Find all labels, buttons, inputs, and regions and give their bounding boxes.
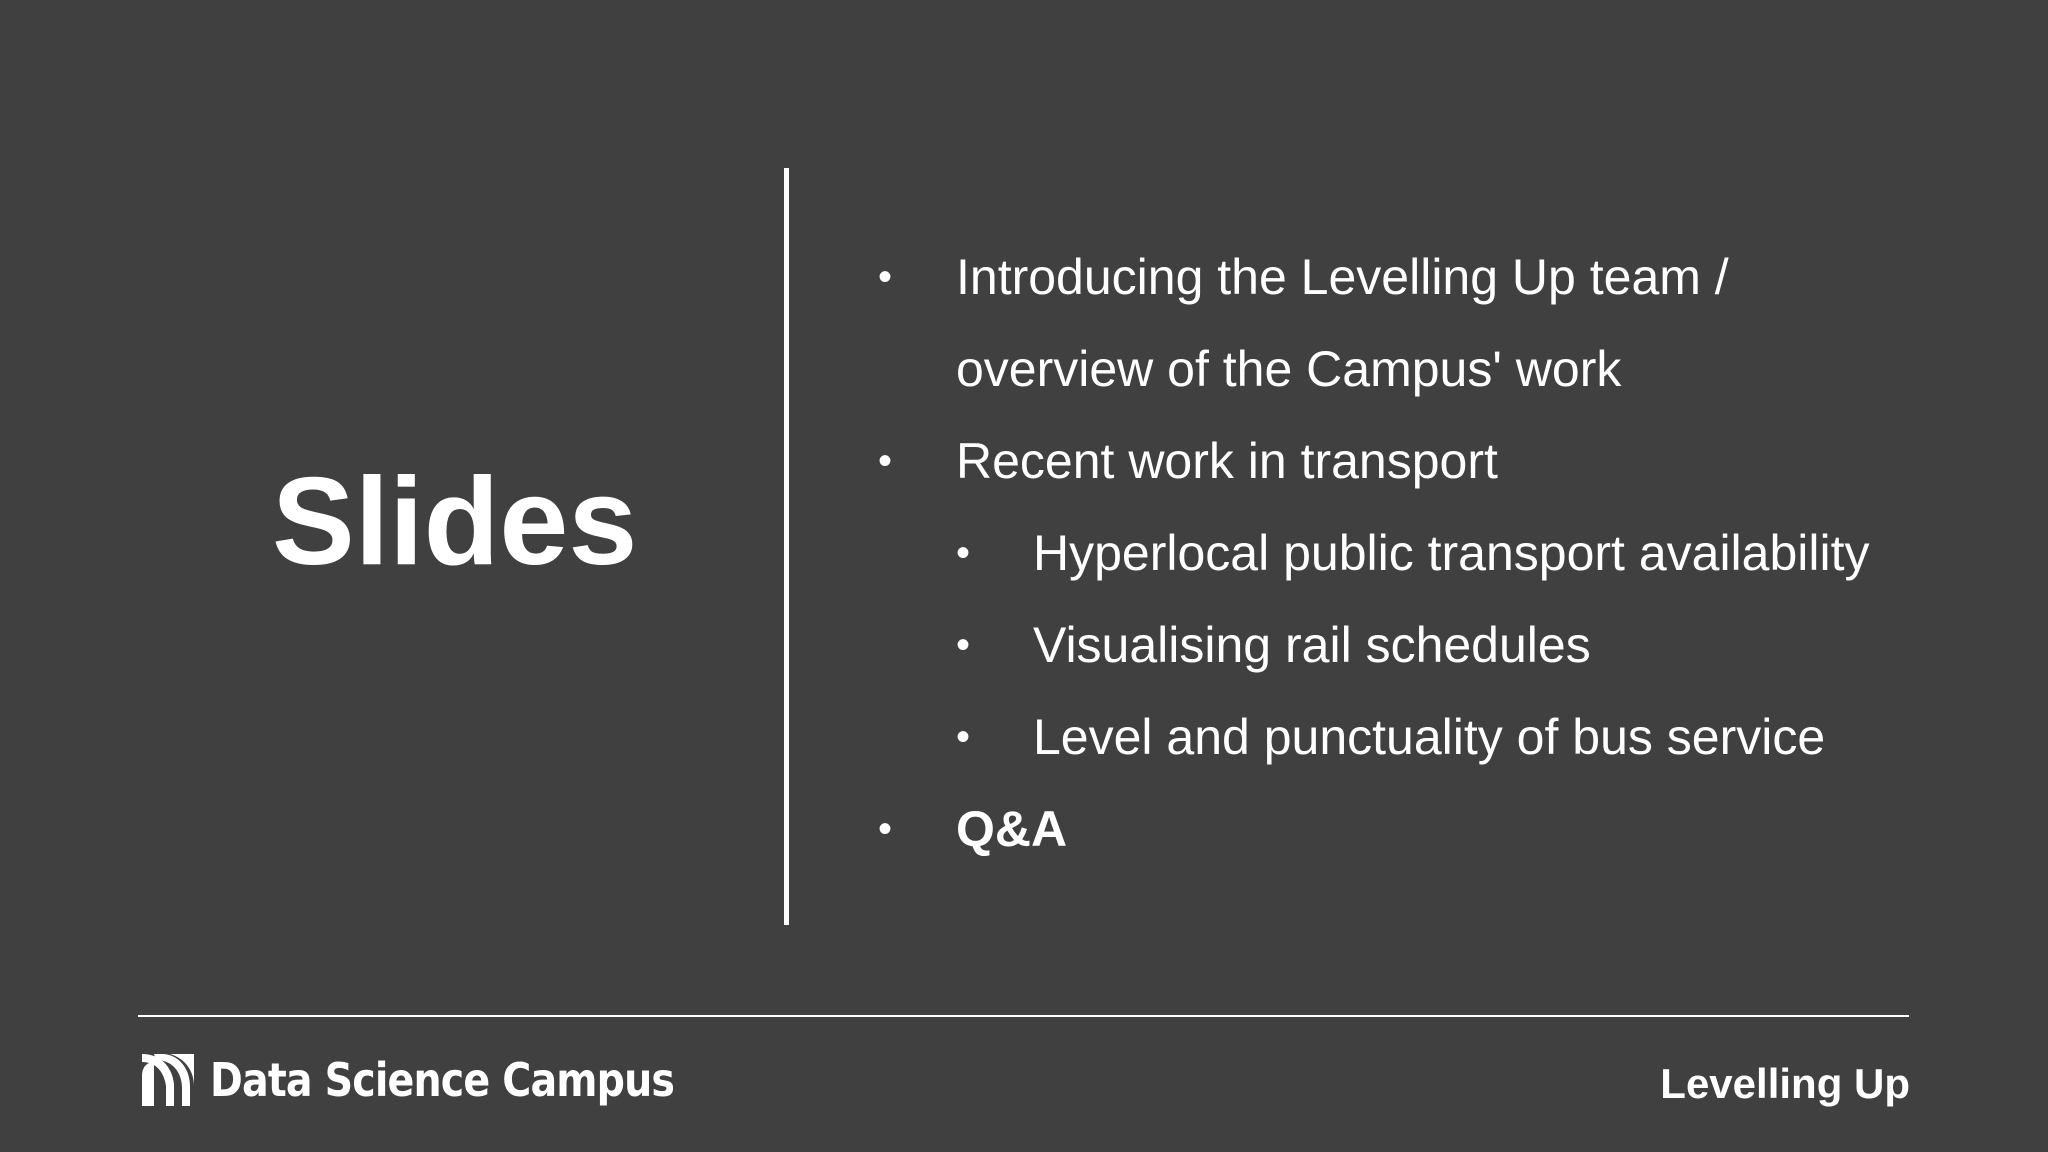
agenda-subitem-text: Level and punctuality of bus service [1033, 709, 1826, 765]
bullet-icon: • [956, 623, 971, 667]
agenda-subitem [878, 507, 1870, 599]
agenda-subitem [878, 691, 1870, 783]
vertical-divider [784, 168, 789, 925]
brand [140, 1052, 750, 1108]
agenda-item [878, 415, 1870, 507]
agenda-subitem-text: Hyperlocal public transport availability [1033, 525, 1870, 581]
bullet-icon: • [878, 807, 893, 851]
agenda-item-text: Introducing the Levelling Up team / [956, 249, 1729, 305]
agenda-item-text: overview of the Campus' work [956, 341, 1622, 397]
agenda-item-continuation [878, 323, 1870, 415]
footer-divider [138, 1015, 1909, 1017]
bullet-icon: • [956, 715, 971, 759]
data-science-campus-logo-icon [140, 1052, 196, 1108]
agenda-list [878, 231, 1870, 875]
agenda-subitem [878, 599, 1870, 691]
brand-name: Data Science Campus [210, 1053, 675, 1107]
agenda-item-qa [878, 783, 1870, 875]
agenda-item [878, 231, 1870, 323]
bullet-icon: • [956, 531, 971, 575]
bullet-icon: • [878, 255, 893, 299]
slide-title: Slides [272, 453, 638, 591]
agenda-item-text: Recent work in transport [956, 433, 1498, 489]
bullet-icon: • [878, 439, 893, 483]
agenda-item-text: Q&A [956, 801, 1068, 857]
agenda-subitem-text: Visualising rail schedules [1033, 617, 1591, 673]
footer-label: Levelling Up [1660, 1060, 1910, 1107]
